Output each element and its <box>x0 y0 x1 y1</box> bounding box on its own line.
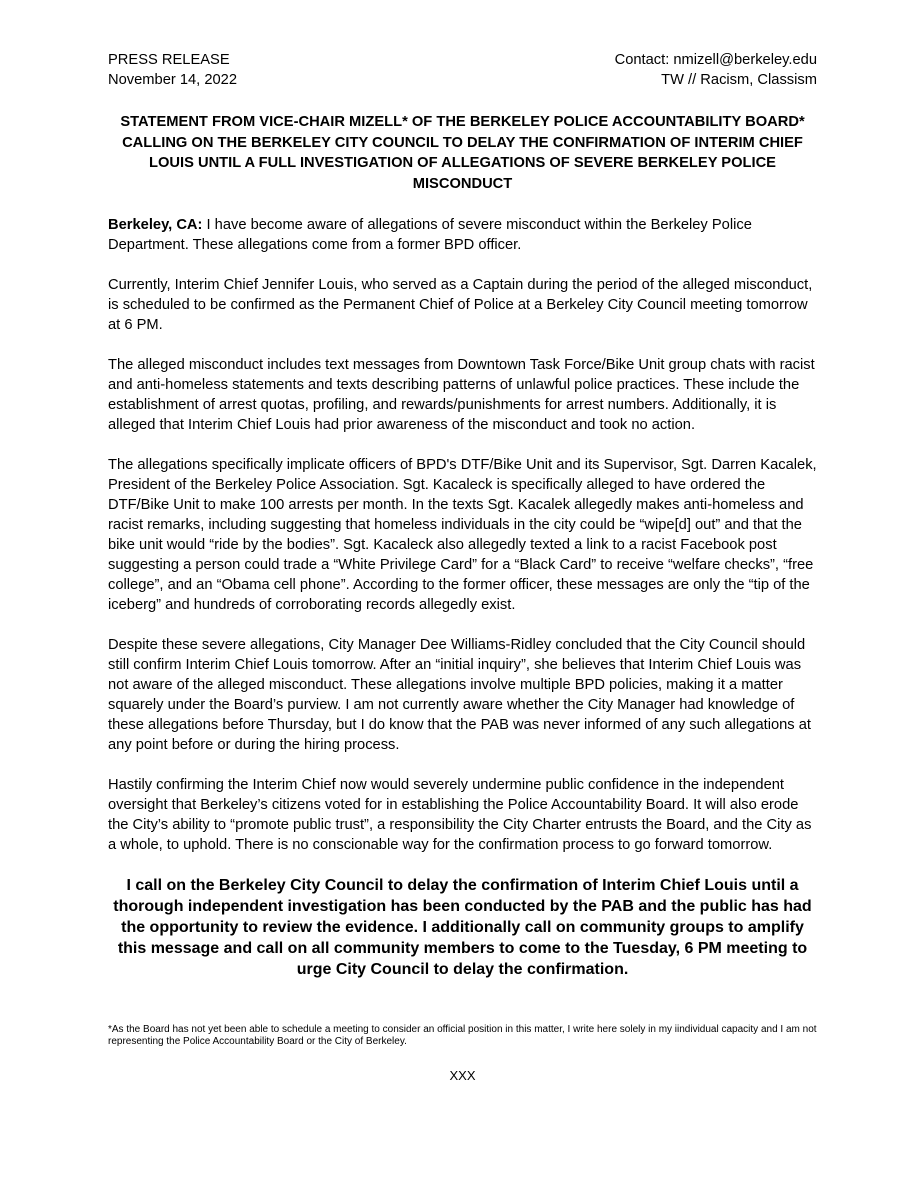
paragraph-6: Hastily confirming the Interim Chief now would severely undermine public confidence in the independent oversight that Berkeley’s citizens voted for in establishing the Police Accountability Board. It will also erode the City’s ability to “promote public trust”, a responsibility the City Charter entrusts the Board, and the City as a whole, to uphold. There is no conscionable way for the confirmation process to go forward tomorrow. <box>108 777 812 853</box>
paragraph-5: Despite these severe allegations, City Manager Dee Williams-Ridley concluded that the City Council should still confirm Interim Chief Louis tomorrow. After an “initial inquiry”, she believes that Interim Chief Louis was not aware of the alleged misconduct. These allegations involve multiple BPD policies, making it a matter squarely under the Board’s purview. I am not currently aware whether the City Manager had knowledge of these allegations before Thursday, but I do know that the PAB was never informed of any such allegations at any point before or during the hiring process. <box>108 637 811 753</box>
header-right <box>615 50 817 90</box>
header-left <box>108 50 237 90</box>
paragraph-1 <box>108 215 817 255</box>
release-date: November 14, 2022 <box>108 72 238 88</box>
paragraph-1-text: I have become aware of allegations of severe misconduct within the Berkeley Police Department. These allegations come from a former BPD officer. <box>108 217 752 253</box>
contact-info: Contact: nmizell@berkeley.edu <box>614 52 817 68</box>
paragraph-4: The allegations specifically implicate officers of BPD's DTF/Bike Unit and its Supervisor, Sgt. Darren Kacalek, President of the Berkeley Police Association. Sgt. Kacaleck is specifically alleged to have ordered the DTF/Bike Unit to make 100 arrests per month. In the texts Sgt. Kacalek allegedly makes anti-homeless and racist remarks, including suggesting that homeless individuals in the city could be “wipe[d] out” and that the bike unit would “ride by the bodies”. Sgt. Kacaleck also allegedly texted a link to a racist Facebook post suggesting a person could trade a “White Privilege Card” for a “Black Card” to receive “welfare checks”, “free college”, and an “Obama cell phone”. According to the former officer, these messages are only the “tip of the iceberg” and hundreds of corroborating records allegedly exist. <box>108 457 817 613</box>
statement-title: STATEMENT FROM VICE-CHAIR MIZELL* OF THE BERKELEY POLICE ACCOUNTABILITY BOARD* CALLING ON THE BERKELEY CITY COUNCIL TO DELAY THE CONFIRMATION OF INTERIM CHIEF LOUIS UNTIL A FULL INVESTIGATION OF ALLEGATIONS OF SEVERE BERKELEY POLICE MISCONDUCT <box>120 114 805 192</box>
header <box>108 50 817 90</box>
paragraph-3: The alleged misconduct includes text messages from Downtown Task Force/Bike Unit group chats with racist and anti-homeless statements and texts describing patterns of unlawful police practices. These include the establishment of arrest quotas, profiling, and rewards/punishments for arrest numbers. Additionally, it is alleged that Interim Chief Louis had prior awareness of the misconduct and took no action. <box>108 357 815 433</box>
paragraph-2: Currently, Interim Chief Jennifer Louis, who served as a Captain during the period of the alleged misconduct, is scheduled to be confirmed as the Permanent Chief of Police at a Berkeley City Council meeting tomorrow at 6 PM. <box>108 277 813 333</box>
dateline: Berkeley, CA: <box>108 217 203 233</box>
end-mark: XXX <box>449 1068 476 1083</box>
footnote: *As the Board has not yet been able to schedule a meeting to consider an official position in this matter, I write here solely in my iindividual capacity and I am not representing the Police Accountability Board or the City of Berkeley. <box>108 1024 817 1047</box>
call-to-action: I call on the Berkeley City Council to delay the confirmation of Interim Chief Louis until a thorough independent investigation has been conducted by the PAB and the public has had the opportunity to review the evidence. I additionally call on community groups to amplify this message and call on all community members to come to the Tuesday, 6 PM meeting to urge City Council to delay the confirmation. <box>113 877 812 978</box>
press-release-label: PRESS RELEASE <box>108 52 230 68</box>
trigger-warning: TW // Racism, Classism <box>661 72 817 88</box>
